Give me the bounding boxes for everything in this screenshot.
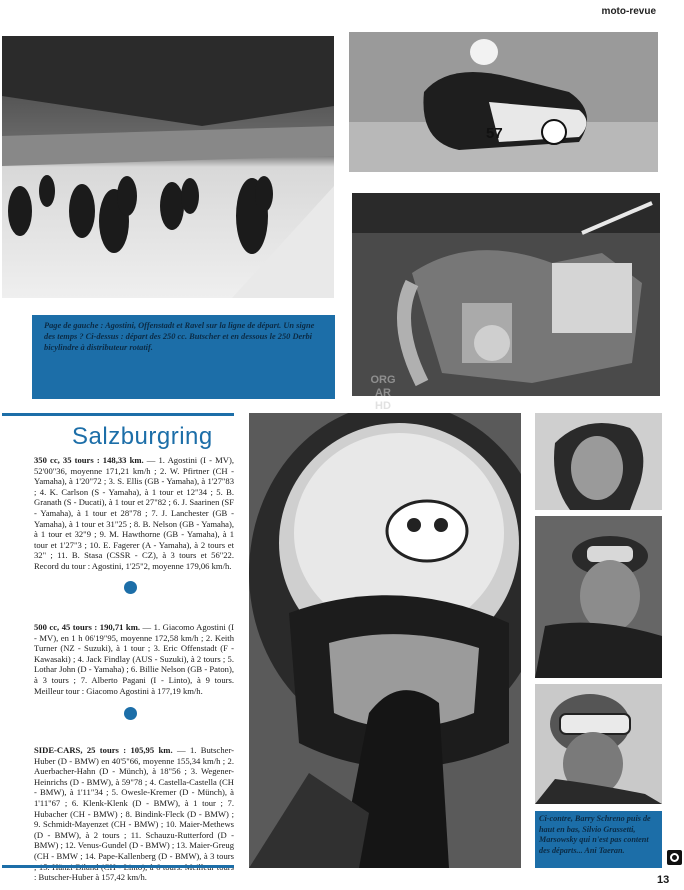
watermark	[358, 374, 408, 413]
portrait-image-2	[535, 516, 662, 678]
section-rule-top	[2, 413, 234, 416]
svg-text:57: 57	[486, 125, 503, 142]
rider-helmet-image	[249, 413, 521, 868]
results-sidecars-body: — 1. Butscher-Huber (D - BMW) en 40'5"66, moyenne 155,34 km/h ; 2. Auerbacher-Hahn (D - Münch), à 18"56 ; 3. Wegener-Heinrichs (D - BMW), à 59"78 ; 4. Castella-Castella (CH - BMW), à 1'11"34 ; 5. Owesle-Kremer (D - Münch), à 1'11"67 ; 6. Klenk-Klenk (D - BMW), à 1 tour ; 7. Hubacher (CH - BMW) ; 8. Bindink-Fleck (D - BMW) ; 9. Schmidt-Mayenzet (CH - BMW) ; 10. Maier-Methews (D - BMW), à 2 tours ; 11. Schauzu-Rutterford (D - BMW) ; 12. Venus-Gundel (D - BMW) ; 13. Maier-Greug (CH - BMW ; 14. Pape-Kallenberg (D - BMW), à 3 tours : Butscher-Huber à 157,42 km/h.	[34, 745, 234, 883]
watermark-line-1: ORG	[370, 374, 396, 386]
section-divider-dot	[124, 581, 137, 594]
magazine-header: moto-revue	[601, 6, 656, 17]
photo-caption-top: Page de gauche : Agostini, Offenstadt et Ravel sur la ligne de départ. Un signe des temps ? Ci-dessus : départ des 250 cc. Butscher et en dessous le 250 Derbi bicylindre à distributeur rotatif.	[32, 315, 335, 399]
results-500cc-body: — 1. Giacomo Agostini (I - MV), en 1 h 06'19"95, moyenne 172,58 km/h ; 2. Keith Turner (NZ - Suzuki), à 1 tour ; 3. Eric Offenstadt (F - Kawasaki) ; 4. Jack Findlay (AUS - Suzuki), à 2 tours ; 5. Lothar John (D - Yamaha) ; 6. Billie Nelson (GB - Paton), à 3 tours ; 7. Alberto Pagani (I - Linto), à 9 tours. Meilleur tour : Giacomo Agostini à 177,19 km/h.	[34, 622, 234, 696]
results-350cc-heading: 350 cc, 35 tours : 148,33 km.	[34, 455, 144, 465]
section-title: Salzburgring	[72, 423, 213, 450]
section-rule-bottom	[2, 865, 234, 868]
results-sidecars-heading: SIDE-CARS, 25 tours : 105,95 km.	[34, 745, 173, 755]
portrait-marsowsky	[535, 684, 662, 804]
page-number: 13	[657, 874, 670, 886]
sidecar-image	[349, 32, 658, 172]
results-350cc-body: — 1. Agostini (I - MV), 52'00"36, moyenne 171,21 km/h ; 2. W. Pfirtner (CH - Yamaha), à 1'20"72 ; 3. S. Ellis (GB - Yamaha), à 1'27"83 ; 4. K. Carlson (S - Yamaha), à 1 tour et 12"34 ; 5. B. Granath (S - Ducati), à 1 tour et 27"82 ; 6. J. Saarinen (SF - Yamaha), à 1 tour et 28"78 ; 7. J. Lanchester (GB - Yamaha), à 1 tour et 31"25 ; 8. B. Nelson (GB - Yamaha), à 1 tour et 32"9 ; 9. M. Hawthorne (GB - Yamaha), à 1 tour et 1'27"3 ; 10. E. Fagerer (A - Yamaha), à 2 tours et 32" ; 11. B. Stasa (CSSR - CZ), à 3 tours et 56"22. Record du tour : Agostini, 1'25"2, moyenne 179,06 km/h.	[34, 455, 234, 571]
engine-photo	[352, 193, 660, 396]
engine-image	[352, 193, 660, 396]
watermark-line-2: AR	[375, 387, 391, 399]
results-350cc	[34, 455, 234, 572]
race-start-image	[2, 36, 334, 298]
sidecar-photo	[349, 32, 658, 172]
rider-helmet-photo	[249, 413, 521, 868]
watermark-line-3: HD	[375, 400, 391, 412]
photo-caption-bottom: Ci-contre, Barry Schreno puis de haut en bas, Silvio Grassetti, Marsowsky qui n'est pas content des départs... Ani Taeran.	[535, 811, 662, 868]
portrait-silvio-grassetti	[535, 516, 662, 678]
section-divider-dot	[124, 707, 137, 720]
portrait-image-1	[535, 413, 662, 510]
race-start-photo	[2, 36, 334, 298]
results-500cc	[34, 622, 234, 696]
portrait-barry-schreno	[535, 413, 662, 510]
corner-badge-icon	[667, 850, 682, 865]
portrait-image-3	[535, 684, 662, 804]
results-sidecars	[34, 745, 234, 883]
results-500cc-heading: 500 cc, 45 tours : 190,71 km.	[34, 622, 141, 632]
